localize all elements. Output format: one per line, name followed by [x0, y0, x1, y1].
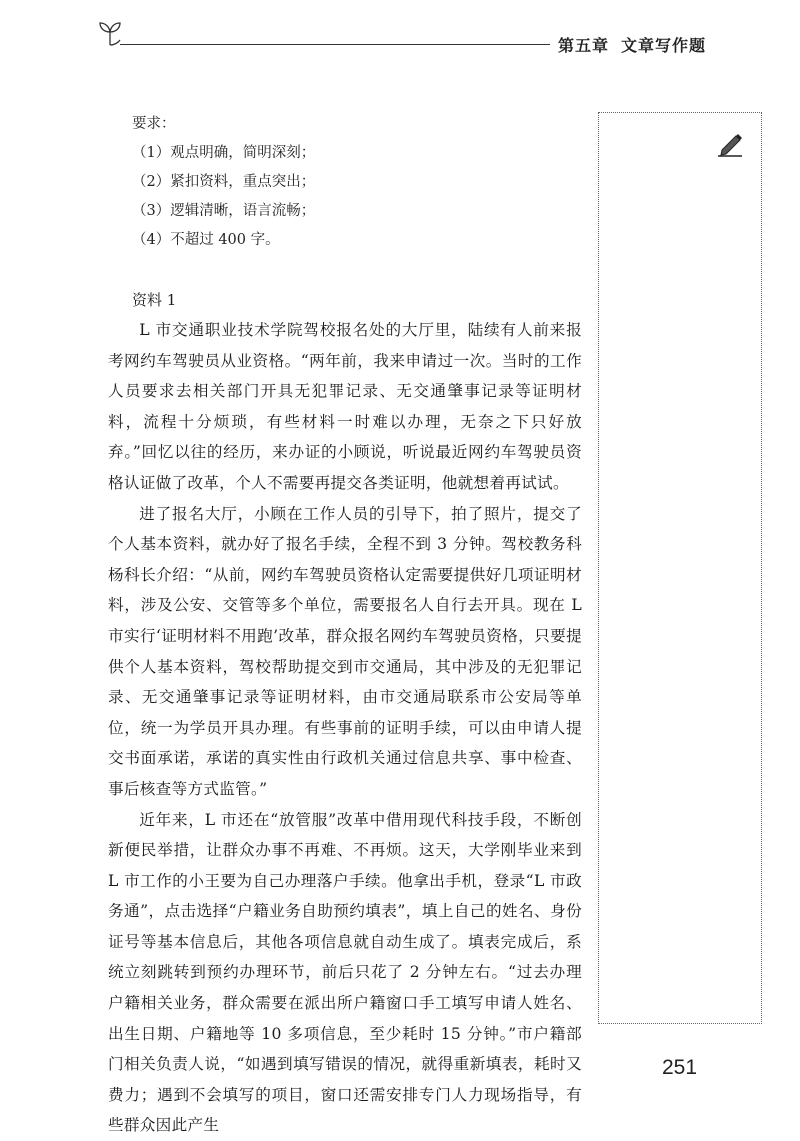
header-rule [120, 44, 550, 45]
requirement-item: （1）观点明确，简明深刻； [132, 139, 582, 168]
requirement-item: （3）逻辑清晰，语言流畅； [132, 197, 582, 226]
page-number: 251 [662, 1056, 697, 1080]
source-paragraph: 近年来，L 市还在“放管服”改革中借用现代科技手段，不断创新便民举措，让群众办事不再难、不再烦。这天，大学刚毕业来到 L 市工作的小王要为自己办理落户手续。他拿出手机，登录“L 市政务通”，点击选择“户籍业务自助预约填表”，填上自己的姓名、身份证号等基本信息后，其他各项信息就自动生成了。填表完成后，系统立刻跳转到预约办理环节，前后只花了 2 分钟左右。“过去办理户籍相关业务，群众需要在派出所户籍窗口手工填写申请人姓名、出生日期、户籍地等 10 多项信息，至少耗时 15 分钟。”市户籍部门相关负责人说，“如遇到填写错误的情况，就得重新填表，耗时又费力；遇到不会填写的项目，窗口还需安排专门人力现场指导，有些群众因此产生 [108, 805, 582, 1141]
page-content [132, 110, 582, 1141]
pencil-icon [716, 130, 744, 158]
source-paragraph: L 市交通职业技术学院驾校报名处的大厅里，陆续有人前来报考网约车驾驶员从业资格。“两年前，我来申请过一次。当时的工作人员要求去相关部门开具无犯罪记录、无交通肇事记录等证明材料，流程十分烦琐，有些材料一时难以办理，无奈之下只好放弃。”回忆以往的经历，来办证的小顾说，听说最近网约车驾驶员资格认证做了改革，个人不需要再提交各类证明，他就想着再试试。 [108, 315, 582, 499]
notes-margin-box [598, 112, 762, 1024]
page-header [0, 0, 800, 70]
requirement-item: （2）紧扣资料，重点突出； [132, 168, 582, 197]
source-body [108, 315, 582, 1141]
chapter-number: 第五章 [558, 36, 609, 55]
chapter-title: 文章写作题 [621, 36, 706, 55]
source-paragraph: 进了报名大厅，小顾在工作人员的引导下，拍了照片，提交了个人基本资料，就办好了报名手续，全程不到 3 分钟。驾校教务科杨科长介绍：“从前，网约车驾驶员资格认定需要提供好几项证明材料，涉及公安、交管等多个单位，需要报名人自行去开具。现在 L 市实行‘证明材料不用跑’改革，群众报名网约车驾驶员资格，只要提供个人基本资料，驾校帮助提交到市交通局，其中涉及的无犯罪记录、无交通肇事记录等证明材料，由市交通局联系市公安局等单位，统一为学员开具办理。有些事前的证明手续，可以由申请人提交书面承诺，承诺的真实性由行政机关通过信息共享、事中检查、事后核查等方式监管。” [108, 499, 582, 805]
requirements-title: 要求： [132, 110, 582, 139]
source-title: 资料 1 [132, 285, 582, 315]
requirements-block [132, 110, 582, 255]
sprout-icon [98, 20, 122, 46]
requirement-item: （4）不超过 400 字。 [132, 226, 582, 255]
chapter-heading [558, 33, 706, 56]
